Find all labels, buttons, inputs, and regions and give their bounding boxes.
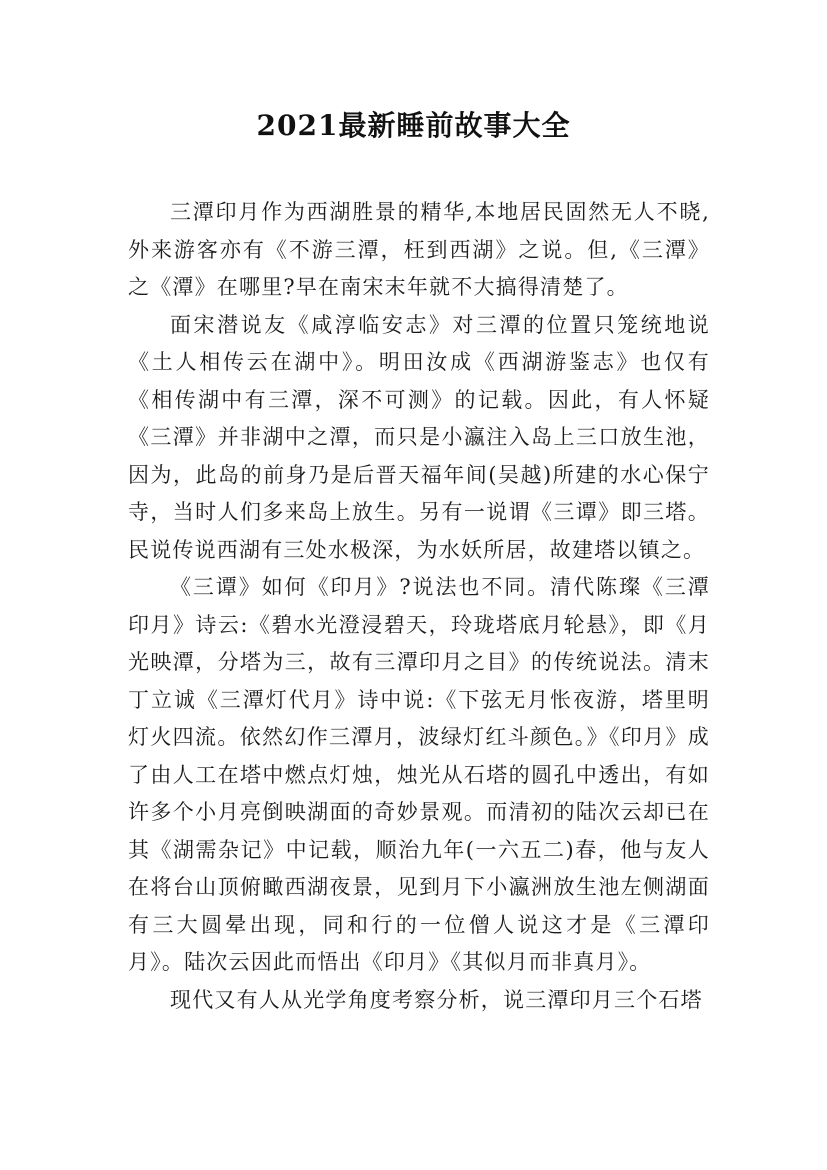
paragraph-3: 《三谭》如何《印月》?说法也不同。清代陈璨《三潭印月》诗云:《碧水光澄浸碧天，玲珑塔底月轮悬》，即《月光映潭，分塔为三，故有三潭印月之目》的传统说法。清末丁立诚《三潭灯代月》诗中说:《下弦无月怅夜游，塔里明灯火四流。依然幻作三潭月，波绿灯红斗颜色。》《印月》成了由人工在塔中燃点灯烛，烛光从石塔的圆孔中透出，有如许多个小月亮倒映湖面的奇妙景观。而清初的陆次云却已在其《湖需杂记》中记载，顺治九年(一六五二)春，他与友人在将台山顶俯瞰西湖夜景，见到月下小瀛洲放生池左侧湖面有三大圆晕出现，同和行的一位僧人说这才是《三潭印月》。陆次云因此而悟出《印月》《其似月而非真月》。 <box>128 575 710 974</box>
page-title: 2021最新睡前故事大全 <box>256 109 571 142</box>
paragraph-4: 现代又有人从光学角度考察分析，说三潭印月三个石塔 <box>170 987 703 1012</box>
paragraph-1: 三潭印月作为西湖胜景的精华,本地居民固然无人不晓,外来游客亦有《不游三潭，枉到西湖》之说。但,《三潭》之《潭》在哪里?早在南宋末年就不大搞得清楚了。 <box>128 200 710 299</box>
paragraph-2: 面宋潜说友《咸淳临安志》对三潭的位置只笼统地说《土人相传云在湖中》。明田汝成《西湖游鉴志》也仅有《相传湖中有三潭，深不可测》的记载。因此，有人怀疑《三潭》并非湖中之潭，而只是小瀛注入岛上三口放生池，因为，此岛的前身乃是后晋天福年间(吴越)所建的水心保宁寺，当时人们多来岛上放生。另有一说谓《三谭》即三塔。民说传说西湖有三处水极深，为水妖所居，故建塔以镇之。 <box>128 312 710 562</box>
document-body <box>128 194 710 1019</box>
